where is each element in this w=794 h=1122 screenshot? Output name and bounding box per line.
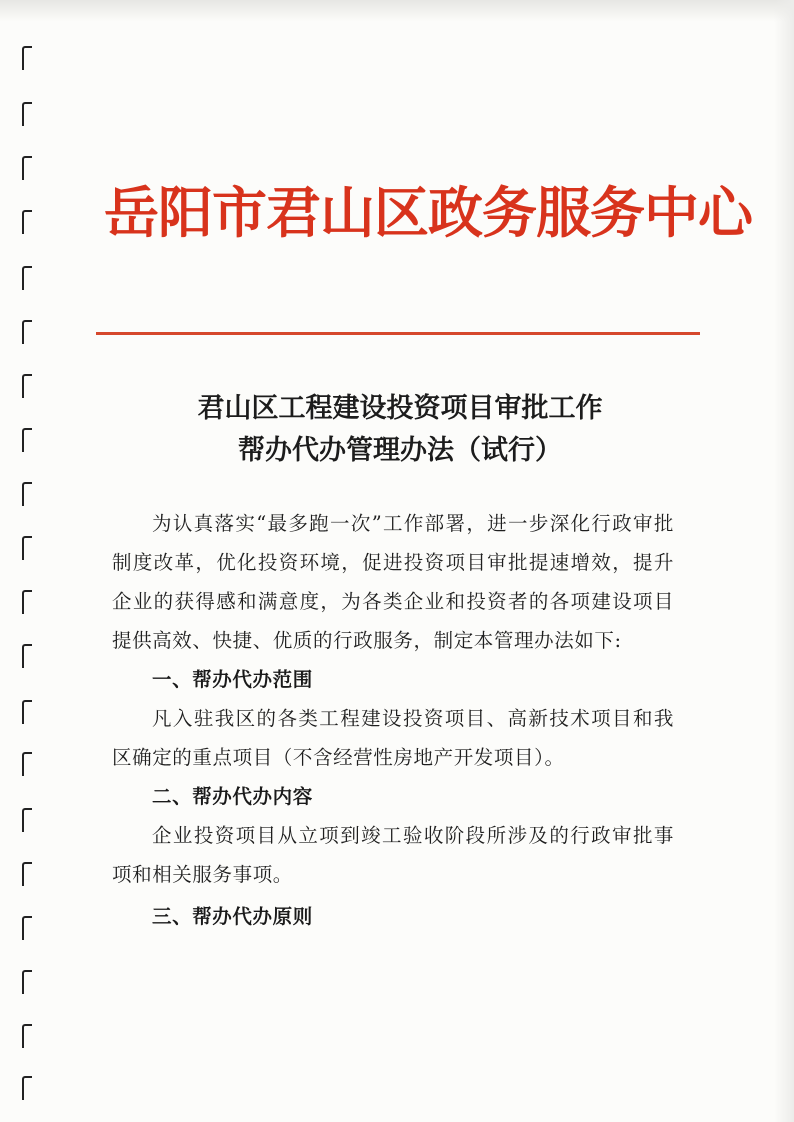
letterhead-divider: [96, 332, 700, 335]
binding-hole: [22, 862, 32, 886]
binding-hole: [22, 590, 32, 614]
binding-hole: [22, 752, 32, 776]
binding-hole: [22, 320, 32, 344]
section-heading: 二、帮办代办内容: [152, 785, 313, 808]
binding-hole: [22, 644, 32, 668]
binding-hole: [22, 266, 32, 290]
document-title-line-2: 帮办代办管理办法（试行）: [238, 435, 562, 466]
document-title: [100, 388, 700, 472]
binding-hole: [22, 482, 32, 506]
document-title-line-1: 君山区工程建设投资项目审批工作: [197, 393, 603, 424]
binding-hole: [22, 46, 32, 70]
binding-hole: [22, 374, 32, 398]
binding-hole: [22, 210, 32, 234]
scan-shadow-right: [774, 0, 794, 1122]
binding-hole: [22, 156, 32, 180]
binding-hole: [22, 102, 32, 126]
section-text: 凡入驻我区的各类工程建设投资项目、高新技术项目和我区确定的重点项目（不含经营性房地产开发项目）。: [112, 707, 674, 769]
section-heading: 三、帮办代办原则: [152, 905, 313, 928]
document-body: [112, 504, 674, 936]
binding-hole: [22, 1076, 32, 1100]
binding-hole: [22, 916, 32, 940]
binding-hole: [22, 970, 32, 994]
binding-hole: [22, 1024, 32, 1048]
binding-hole: [22, 808, 32, 832]
binding-hole: [22, 536, 32, 560]
binding-hole: [22, 700, 32, 724]
agency-letterhead: 岳阳市君山区政务服务中心: [104, 180, 753, 245]
section-text: 企业投资项目从立项到竣工验收阶段所涉及的行政审批事项和相关服务事项。: [112, 824, 674, 886]
intro-paragraph: 为认真落实“最多跑一次”工作部署，进一步深化行政审批制度改革，优化投资环境，促进投资项目审批提速增效，提升企业的获得感和满意度，为各类企业和投资者的各项建设项目提供高效、快捷、优质的行政服务，制定本管理办法如下:: [112, 512, 674, 652]
binding-hole: [22, 428, 32, 452]
binding-holes: [22, 40, 38, 1100]
section-heading: 一、帮办代办范围: [152, 668, 313, 691]
scan-shadow-top: [0, 0, 794, 22]
